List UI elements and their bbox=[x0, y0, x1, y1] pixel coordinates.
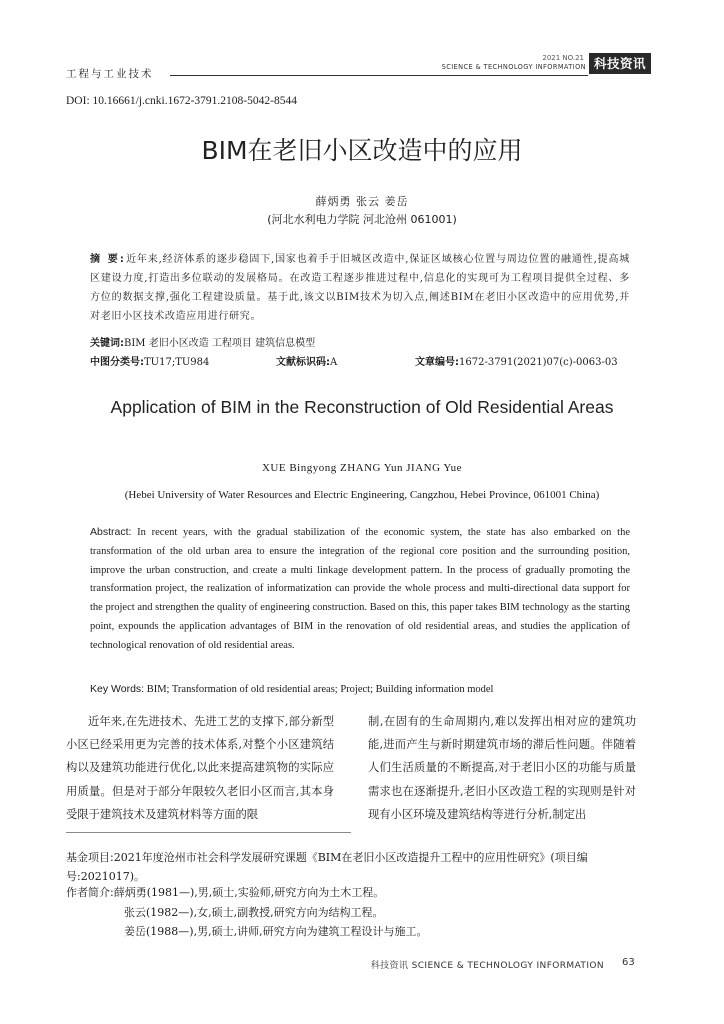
abstract-en-label: Abstract: bbox=[90, 526, 132, 538]
keywords-en-text: BIM; Transformation of old residential areas; Project; Building information model bbox=[146, 684, 494, 695]
header-rule bbox=[170, 75, 588, 76]
journal-section-label: 工程与工业技术 bbox=[66, 68, 154, 80]
author-bio-1: 薛炳勇(1981—),男,硕士,实验师,研究方向为土木工程。 bbox=[113, 886, 385, 899]
keywords-en bbox=[90, 683, 650, 695]
author-bio-3: 姜岳(1988—),男,硕士,讲师,研究方向为建筑工程设计与施工。 bbox=[124, 925, 428, 938]
clc-number: 中图分类号:TU17;TU984 bbox=[90, 357, 210, 368]
title-zh: BIM在老旧小区改造中的应用 bbox=[201, 136, 523, 165]
footnote-rule bbox=[66, 832, 351, 833]
keywords-en-label: Key Words: bbox=[90, 683, 145, 695]
author-info bbox=[66, 883, 428, 942]
abstract-en bbox=[90, 523, 630, 656]
year-issue: 2021 NO.21 bbox=[542, 54, 584, 62]
document-code: 文献标识码:A bbox=[276, 357, 338, 368]
doi: DOI: 10.16661/j.cnki.1672-3791.2108-5042-8544 bbox=[66, 95, 297, 107]
keywords-zh-text: BIM 老旧小区改造 工程项目 建筑信息模型 bbox=[124, 338, 316, 349]
author-info-label: 作者简介: bbox=[66, 886, 114, 899]
fund-text: 2021年度沧州市社会科学发展研究课题《BIM在老旧小区改造提升工程中的应用性研究》(项目编号:2021017)。 bbox=[66, 851, 588, 883]
title-en: Application of BIM in the Reconstruction of Old Residential Areas bbox=[110, 397, 614, 417]
fund-label: 基金项目: bbox=[66, 851, 114, 864]
fund-note bbox=[66, 848, 646, 886]
body-column-right: 制,在固有的生命周期内,难以发挥出相对应的建筑功能,进而产生与新时期建筑市场的滞后性问题。伴随着人们生活质量的不断提高,对于老旧小区的功能与质量需求也在逐渐提升,老旧小区改造工程的实现则是针对现有小区环境及建筑结构等进行分析,制定出 bbox=[368, 715, 636, 821]
body-column-left: 近年来,在先进技术、先进工艺的支撑下,部分新型小区已经采用更为完善的技术体系,对整个小区建筑结构以及建筑功能进行优化,以此来提高建筑物的实际应用质量。但是对于部分年限较久老旧小区而言,其本身受限于建筑技术及建筑材料等方面的限 bbox=[66, 715, 334, 821]
authors-zh: 薛炳勇 张云 姜岳 bbox=[315, 195, 409, 208]
abstract-zh bbox=[90, 250, 630, 326]
journal-badge: 科技资讯 bbox=[589, 53, 651, 74]
abstract-zh-text: 近年来,经济体系的逐步稳固下,国家也着手于旧城区改造中,保证区域核心位置与周边位置的融通性,提高城区建设力度,打造出多位联动的发展格局。在改造工程逐步推进过程中,信息化的实现可为工程项目提供全过程、多方位的数据支撑,强化工程建设质量。基于此,该文以BIM技术为切入点,阐述BIM在老旧小区改造中的应用优势,并对老旧小区技术改造应用进行研究。 bbox=[90, 254, 631, 322]
author-bio-2: 张云(1982—),女,硕士,副教授,研究方向为结构工程。 bbox=[124, 905, 384, 919]
page-number: 63 bbox=[622, 957, 635, 968]
article-number: 文章编号:1672-3791(2021)07(c)-0063-03 bbox=[415, 357, 618, 368]
abstract-en-text: In recent years, with the gradual stabilization of the economic system, the state has also embarked on the transformation of the old urban area to ensure the integration of the regional core position and the surrounding position, improve the urban construction, and create a multi linkage development pattern. In the process of gradually promoting the transformation project, the realization of informatization can provide the whole process and multi-directional data support for the project and strengthen the quality of engineering construction. Based on this, this paper takes BIM technology as the starting point, expounds the application advantages of BIM in the renovation of old residential areas, and studies the application of technological renovation of old residential areas. bbox=[90, 527, 630, 651]
journal-name-en: SCIENCE & TECHNOLOGY INFORMATION bbox=[441, 63, 586, 71]
footer-journal: 科技资讯 SCIENCE & TECHNOLOGY INFORMATION bbox=[370, 961, 604, 971]
abstract-zh-label: 摘 要: bbox=[90, 254, 126, 265]
affiliation-zh: (河北水利电力学院 河北沧州 061001) bbox=[267, 213, 457, 226]
authors-en: XUE Bingyong ZHANG Yun JIANG Yue bbox=[261, 462, 463, 474]
keywords-zh-label: 关键词: bbox=[90, 338, 124, 349]
affiliation-en: (Hebei University of Water Resources and Electric Engineering, Cangzhou, Hebei Province, 061001 China) bbox=[124, 489, 600, 501]
keywords-zh bbox=[90, 334, 315, 349]
